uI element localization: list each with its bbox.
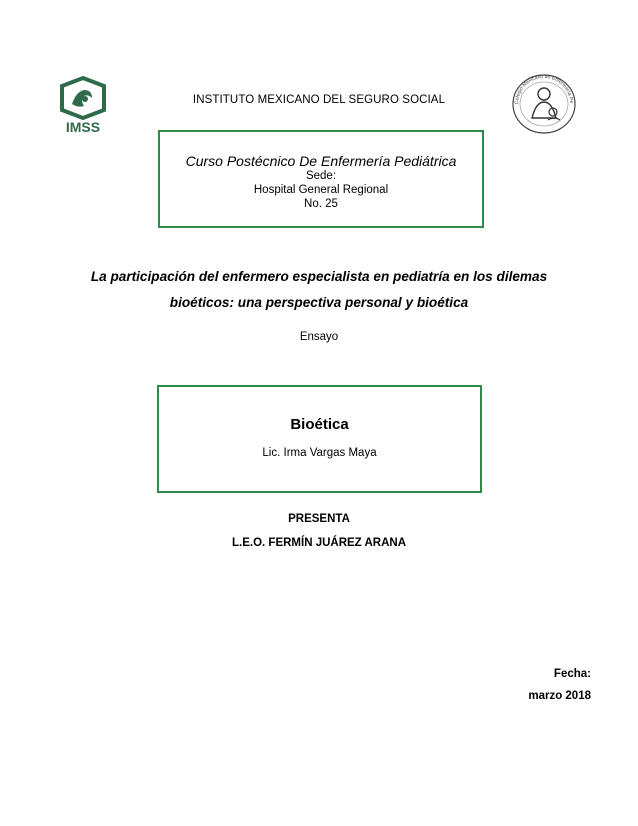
essay-title-line-2: bioéticos: una perspectiva personal y bioética: [169, 295, 469, 310]
essay-type: Ensayo: [299, 331, 339, 343]
sede-label: Sede:: [305, 170, 337, 182]
hospital-number: No. 25: [304, 198, 338, 210]
seal-text: Colegio Mexicano de Enfermería Pe: [513, 73, 575, 105]
teacher-name: Lic. Irma Vargas Maya: [262, 447, 377, 459]
subject-title: Bioética: [290, 416, 349, 433]
course-title: Curso Postécnico De Enfermería Pediátrica: [185, 153, 457, 169]
student-name: L.E.O. FERMÍN JUÁREZ ARANA: [232, 537, 406, 549]
course-box: [158, 130, 484, 228]
date-value: marzo 2018: [528, 690, 591, 702]
hospital-name: Hospital General Regional: [253, 184, 389, 196]
essay-title-line-1: La participación del enfermero especialista en pediatría en los dilemas: [90, 269, 548, 284]
subject-box: [157, 385, 482, 493]
imss-logo-text: IMSS: [65, 119, 101, 134]
essay-title: [40, 264, 598, 316]
date-label: Fecha:: [553, 668, 591, 680]
college-seal: [510, 72, 578, 136]
institute-name: INSTITUTO MEXICANO DEL SEGURO SOCIAL: [192, 94, 446, 106]
presenter-label: PRESENTA: [288, 513, 350, 525]
